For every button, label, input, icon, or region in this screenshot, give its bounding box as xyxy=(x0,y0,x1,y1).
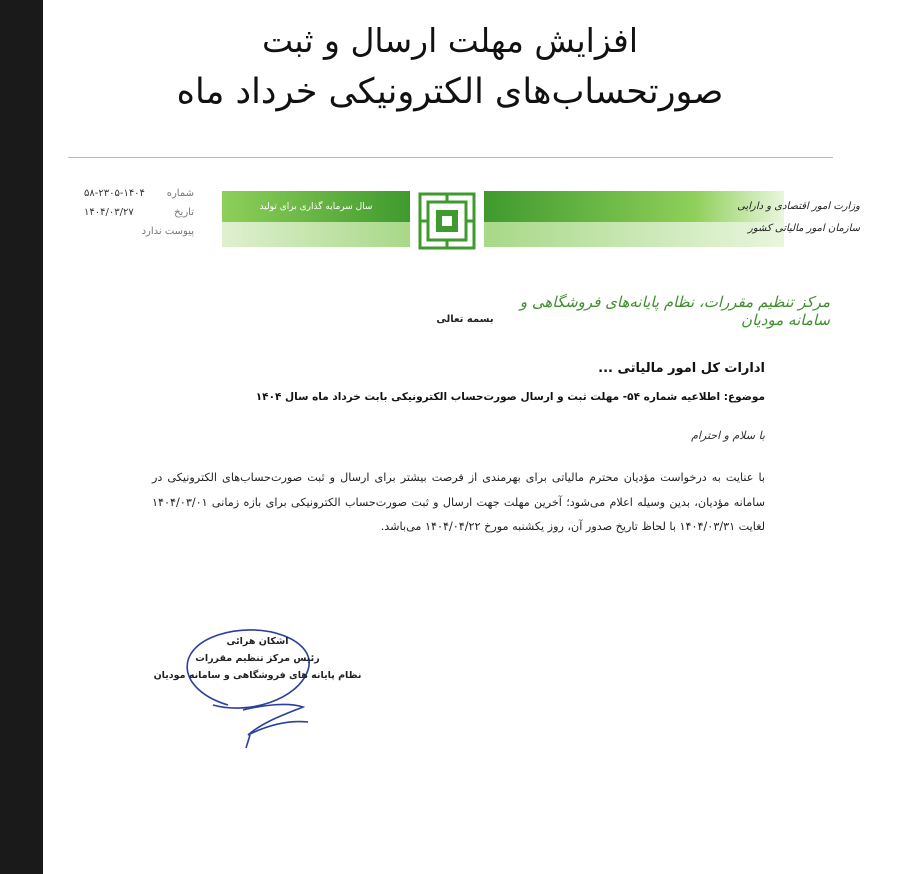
divider xyxy=(68,157,833,158)
addressee: ادارات کل امور مالیاتی ... xyxy=(598,361,765,376)
letter-number-value: ۵۸-۲۳۰۵-۱۴۰۴ xyxy=(84,188,145,199)
letter-meta xyxy=(84,184,194,241)
headline-line-1: افزایش مهلت ارسال و ثبت xyxy=(261,21,639,60)
letter-number-label: شماره xyxy=(166,188,194,199)
ministry-name xyxy=(660,196,860,240)
signatory-name: اشکان هرائی xyxy=(226,636,289,647)
slogan: سال سرمایه گذاری برای تولید xyxy=(222,191,410,222)
attachment-row xyxy=(84,222,194,241)
letter-date-row xyxy=(84,203,194,222)
letter-body: با عنایت به درخواست مؤدیان محترم مالیاتی برای بهرمندی از فرصت بیشتر برای ارسال و ثبت صورت‌حساب‌های الکترونیکی در سامانه مؤدیان، بدین وسیله اعلام می‌شود؛ آخرین مهلت جهت ارسال و ثبت صورت‌حساب الکترونیکی برای بازه زمانی ۱۴۰۴/۰۳/۰۱ لغایت ۱۴۰۴/۰۳/۳۱ با لحاظ تاریخ صدور آن، روز یکشنبه مورخ ۱۴۰۴/۰۴/۲۲ می‌باشد. xyxy=(152,471,765,533)
greeting: با سلام و احترام xyxy=(691,429,765,442)
letter-date-value: ۱۴۰۴/۰۳/۲۷ xyxy=(84,207,134,218)
tax-organization-emblem-icon xyxy=(416,190,478,252)
center-name: مرکز تنظیم مقررات، نظام پایانه‌های فروشگاهی و سامانه مودیان xyxy=(519,293,830,329)
signature-block xyxy=(150,633,365,684)
attachment-label: پیوست ندارد xyxy=(141,226,194,237)
ministry-line-2: سازمان امور مالیاتی کشور xyxy=(748,223,860,234)
letter-number-row xyxy=(84,184,194,203)
headline-line-2: صورتحساب‌های الکترونیکی خرداد ماه xyxy=(176,72,724,112)
band-left-lower xyxy=(222,222,410,247)
subject-line: موضوع: اطلاعیه شماره ۵۴- مهلت ثبت و ارسال صورت‌حساب الکترونیکی بابت خرداد ماه سال ۱۴۰۴ xyxy=(255,391,765,403)
besm-heading: بسمه تعالی xyxy=(436,314,494,325)
signatory-title-1: رئیس مرکز تنظیم مقررات xyxy=(195,653,320,664)
signatory-title-2: نظام پایانه های فروشگاهی و سامانه مودیان xyxy=(153,670,362,681)
letter-date-label: تاریخ xyxy=(174,207,194,218)
letterhead-band-left xyxy=(222,191,410,247)
left-dark-strip xyxy=(0,0,43,874)
headline xyxy=(120,16,780,118)
ministry-line-1: وزارت امور اقتصادی و دارایی xyxy=(737,201,860,212)
